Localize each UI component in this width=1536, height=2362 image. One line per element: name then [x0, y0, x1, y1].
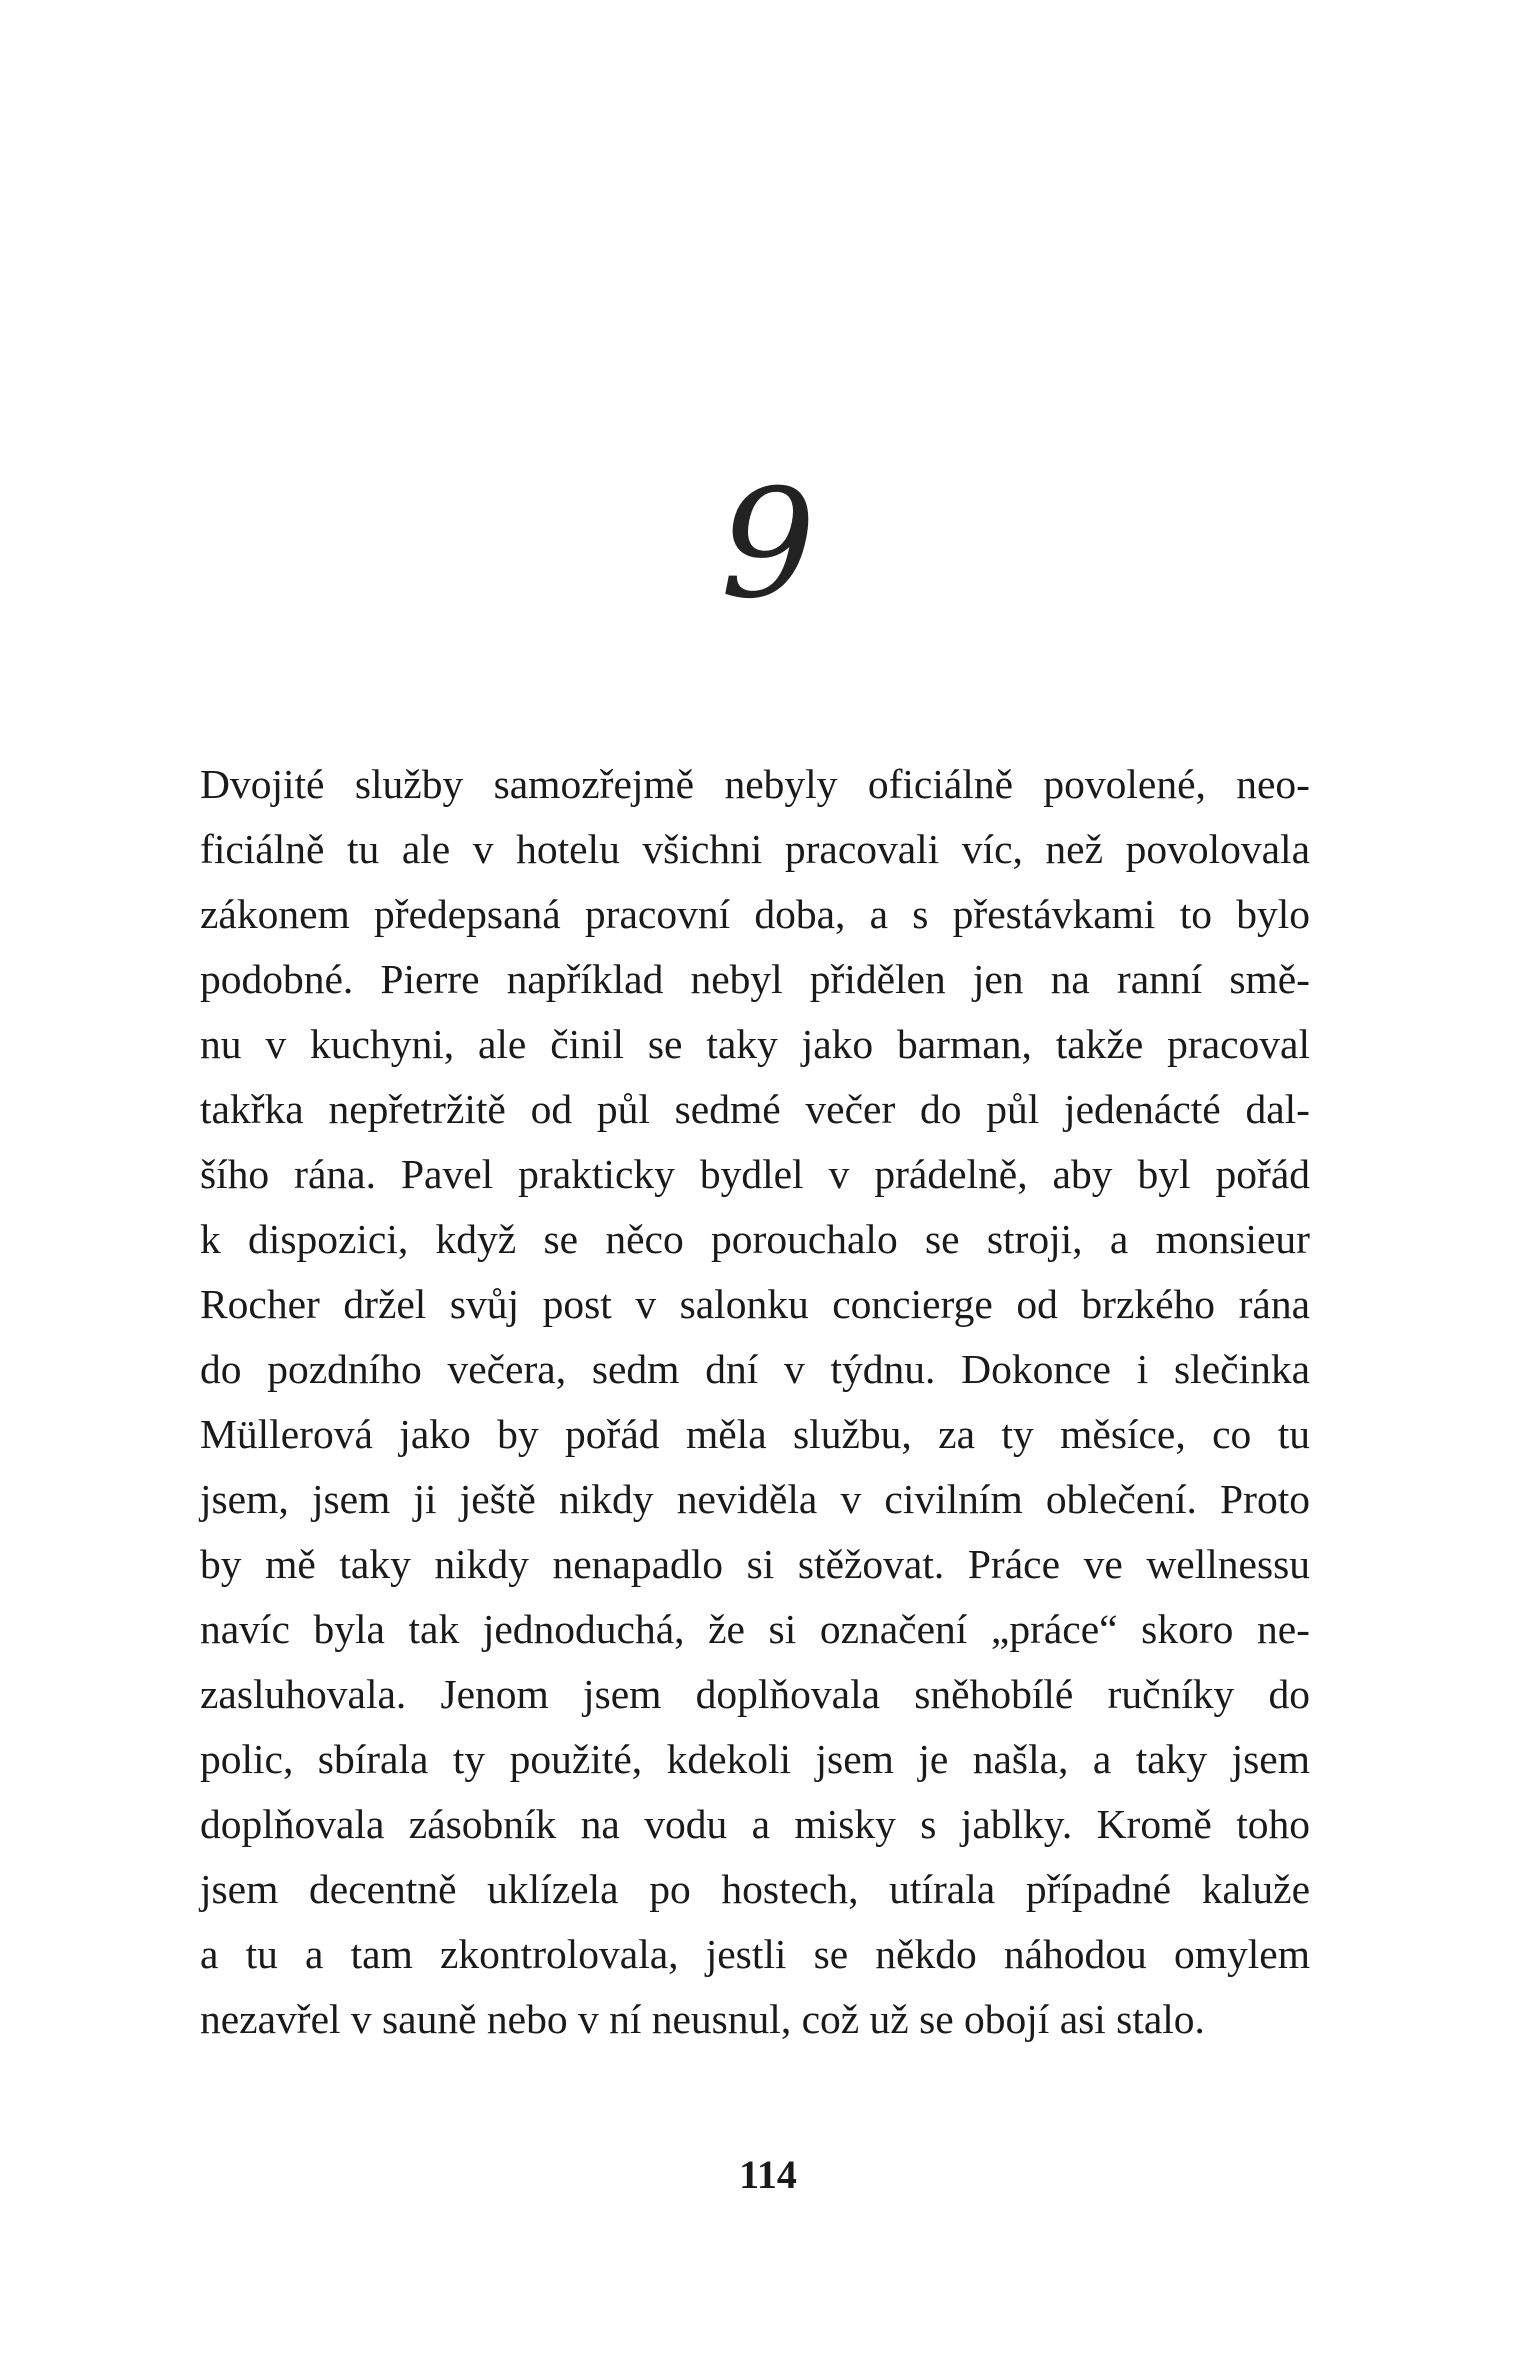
- text-line: jsem, jsem ji ještě nikdy neviděla v civilním oblečení. Proto: [200, 1476, 1310, 1522]
- chapter-number: 9: [720, 458, 816, 632]
- text-line: doplňovala zásobník na vodu a misky s jablky. Kromě toho: [200, 1801, 1310, 1847]
- text-line: navíc byla tak jednoduchá, že si označení „práce“ skoro ne-: [200, 1606, 1310, 1652]
- text-line: takřka nepřetržitě od půl sedmé večer do půl jedenácté dal-: [200, 1086, 1310, 1132]
- text-line: nezavřel v sauně nebo v ní neusnul, což už se obojí asi stalo.: [200, 1996, 1205, 2042]
- text-line: podobné. Pierre například nebyl přidělen jen na ranní smě-: [200, 956, 1310, 1002]
- text-line: Dvojité služby samozřejmě nebyly oficiálně povolené, neo-: [200, 761, 1310, 807]
- text-line: zasluhovala. Jenom jsem doplňovala sněhobílé ručníky do: [200, 1671, 1310, 1717]
- text-line: nu v kuchyni, ale činil se taky jako barman, takže pracoval: [200, 1021, 1310, 1067]
- text-line: šího rána. Pavel prakticky bydlel v prádelně, aby byl pořád: [200, 1151, 1310, 1197]
- text-line: jsem decentně uklízela po hostech, utírala případné kaluže: [200, 1866, 1310, 1912]
- text-line: Müllerová jako by pořád měla službu, za ty měsíce, co tu: [200, 1411, 1310, 1457]
- text-line: do pozdního večera, sedm dní v týdnu. Dokonce i slečinka: [200, 1346, 1310, 1392]
- text-line: k dispozici, když se něco porouchalo se stroji, a monsieur: [200, 1216, 1310, 1262]
- text-line: zákonem předepsaná pracovní doba, a s přestávkami to bylo: [200, 891, 1310, 937]
- text-line: Rocher držel svůj post v salonku concierge od brzkého rána: [200, 1281, 1310, 1327]
- text-line: by mě taky nikdy nenapadlo si stěžovat. Práce ve wellnessu: [200, 1541, 1310, 1587]
- text-line: a tu a tam zkontrolovala, jestli se někdo náhodou omylem: [200, 1931, 1310, 1977]
- text-line: polic, sbírala ty použité, kdekoli jsem je našla, a taky jsem: [200, 1736, 1310, 1782]
- body-text: [200, 752, 1310, 2052]
- page-number: 114: [739, 2152, 797, 2197]
- text-line: ficiálně tu ale v hotelu všichni pracovali víc, než povolovala: [200, 826, 1310, 872]
